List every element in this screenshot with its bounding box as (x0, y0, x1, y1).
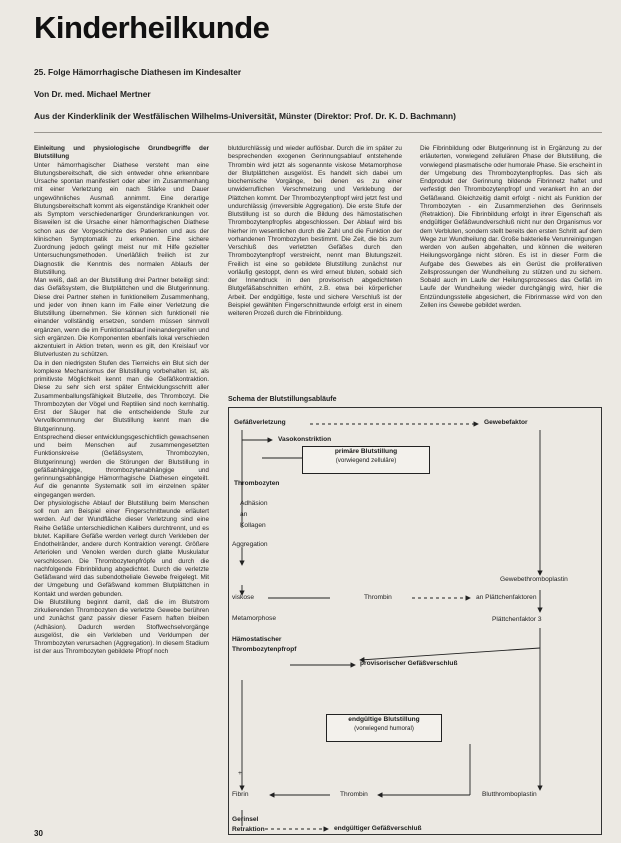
label-adhaesion: Adhäsion (240, 500, 268, 507)
box-definitive-hemostasis (326, 714, 442, 742)
label-plaettchenfaktor3: Plättchenfaktor 3 (492, 616, 542, 623)
label-gerinsel: Gerinsel (232, 816, 259, 823)
paragraph: blutdurchlässig und wieder auflösbar. Durch die im später zu besprechenden exogenen Gerinnungsablauf entstehende Thrombin wird jetzt als sogenannte viskose Metamorphose der Blutplättchen ausgelöst. Es handelt sich dabei um biochemische Vorgänge, bei denen es zu einer unwiderruflichen Verschmelzung und Verklebung der Plättchen kommt. Der Thrombozytenpfropf wird jetzt fest und undurchlässig (irreversible Aggregation). Die erste Stufe der Blutstillung ist so durch die Bildung des hämostatischen Thrombozytenpfropfes abgeschlossen. Der Ablauf wird bis hierher im wesentlichen durch die Zahl und die Funktion der vorhandenen Thrombozyten bestimmt. Die Zeit, die bis zum Verschluß des verletzten Gefäßes durch den Thrombozytenpfropf verstreicht, nennt man Blutungszeit. Freilich ist eine so gebildete Blutstillung zunächst nur vorläufig gestoppt, denn es wird erneut bluten, sobald sich der Innendruck in den provisorisch abgedichteten Blutgefäßabschnitten erhöht, z.B. etwa bei körperlicher Arbeit. Der endgültige, feste und sichere Verschluß ist der Beispiel gewählten Fingerschnittwunde erfolgt erst in einem weiteren Prozeß durch die Fibrinbildung. (228, 145, 402, 317)
box-primary-line1: primäre Blutstillung (334, 448, 398, 455)
label-gefaessverletzung: Gefäßverletzung (234, 419, 286, 426)
paragraph: Entsprechend dieser entwicklungsgeschichtlich gewachsenen und beim Menschen auf zusammengesetzten Funktionskreise (Gefäßsystem, Thrombozyten, Blutgerinnung) werden die Störungen der Blutstillung in gefäßabhängige, thrombozytenabhängige und gerinnungsabhängige Hämorrhagische Diathesen eingeteilt. Auf die genannte Systematik soll im einzelnen später eingegangen werden. (34, 433, 209, 499)
author-line: Von Dr. med. Michael Mertner (34, 89, 151, 99)
paragraph: Man weiß, daß an der Blutstillung drei Partner beteiligt sind: das Gefäßsystem, die Blutplättchen und die Blutgerinnung. Diese drei Partner stehen in funktionellem Zusammenhang, und jeder von ihnen kann im Falle einer Verletzung die Blutstillung übernehmen. Sie können sich funktionell nie einander vollständig ersetzen, sondern müssen sinnvoll ergänzen, wenn die im Funktionsablauf ineinandergreifen und sich ergänzen. Die Komponenten ebenfalls lokal verschieden akzentuiert in Aktion treten, wenn es gilt, den Kreislauf vor Blutverlusten zu schützen. (34, 277, 209, 359)
label-gewebefaktor: Gewebefaktor (484, 419, 528, 426)
label-vasokonstriktion: Vasokonstriktion (278, 436, 332, 443)
box-definitive-line2: (vorwiegend humoral) (354, 725, 414, 732)
paragraph: Die Blutstillung beginnt damit, daß die im Blutstrom zirkulierenden Thrombozyten die verletzte Gewebe berühren und zunächst ganz passiv dieser Fasern haften bleiben (Adhäsion). Dadurch werden Stoffwechselvorgänge ausgelöst, die ein Verkleben und Verklumpen der Thrombozyten verursachen (Aggregation). In diesem Stadium ist der aus Thrombozyten gebildete Pfropf noch (34, 598, 209, 656)
section-heading: Einleitung und physiologische Grundbegriffe der Blutstillung (34, 145, 209, 161)
label-kollagen: Kollagen (240, 522, 266, 529)
label-thrombozytenpfropf: Thrombozytenpfropf (232, 646, 297, 653)
affiliation-line: Aus der Kinderklinik der Westfälischen Wilhelms-Universität, Münster (Direktor: Prof. Dr. K. D. Bachmann) (34, 111, 456, 121)
series-line: 25. Folge Hämorrhagische Diathesen im Kindesalter (34, 67, 242, 77)
box-primary-line2: (vorwiegend zelluläre) (335, 457, 397, 464)
label-plaettchenfaktor: an Plättchenfaktoren (476, 594, 537, 601)
label-endgueltiger: endgültiger Gefäßverschluß (334, 825, 422, 832)
page-title: Kinderheilkunde (34, 10, 270, 45)
label-thrombozyten: Thrombozyten (234, 480, 280, 487)
box-definitive-line1: endgültige Blutstillung (348, 716, 420, 723)
label-haemostatischer: Hämostatischer (232, 636, 282, 643)
label-metamorphose: Metamorphose (232, 615, 276, 622)
label-thrombin-2: Thrombin (340, 791, 368, 798)
diagram-title: Schema der Blutstillungsabläufe (228, 396, 337, 403)
label-fibrin: Fibrin (232, 791, 249, 798)
label-provisorischer: provisorischer Gefäßverschluß (360, 660, 458, 667)
paragraph: Der physiologische Ablauf der Blutstillung beim Menschen soll nun am Beispiel einer Fingerschnittwunde erläutert werden. Auf der Wundfläche dieser Verletzung sind eine Reihe Gefäße unterschiedlichen Kalibers durchtrennt, und es blutet. Kapillare Gefäße werden verlegt durch Verkleben der Endothelränder, andere durch Kontraktion verengt. Größere Arteriolen und Venolen werden durch glatte Muskulatur verschlossen. Die Thrombozytenpfröpfe und durch die nachfolgende Fibrinbildung abgedichtet. Durch die verletzte Gefäßwand wird das subendotheliale Gewebe freigelegt. Mit der Umgebung und Gefäßwand kommen Blutplättchen in Kontakt und werden gebunden. (34, 499, 209, 598)
label-gewebethromboplastin: Gewebethromboplastin (500, 576, 568, 583)
box-primary-hemostasis (302, 446, 430, 474)
label-aggregation: Aggregation (232, 541, 268, 548)
label-viskose: viskose (232, 594, 254, 601)
paragraph: Die Fibrinbildung oder Blutgerinnung ist in Ergänzung zu der erläuterten, vorwiegend zellulären Phase der Blutstillung, die vorwiegend plasmatische oder humorale Phase. Sie erscheint in der Umgebung des Thrombozytenpfropfes. Das sich als Endprodukt der Gerinnung bildende Fibrinnetz haftet und verfestigt den Thrombozytenpfropf und verankert ihn an der Gefäßwand. Gleichzeitig damit erfolgt - nicht als Funktion der Thrombozyten - ein Zusammenziehen des Gerinnsels (Retraktion). Die Fibrinbildung erfolgt in ihrer Eigenschaft als endgültiger Gefäßwundverschluß nicht nur den Organismus vor dem Verbluten, sondern stellt bereits den ersten Schritt auf dem Wege zur Wundheilung dar. Große bakterielle Verunreinigungen werden von außen abgehalten, und können die weiteren Heilungsvorgänge nicht stören. Es ist in dieser Form die Aufgabe des Gewebes als ein Gerüst die proliferativen Zellsprossungen der Wundheilung zu stützen und zu sichern. Sobald auch im Laufe der Heilungsprozesses das Gefäß im Laufe der Wundheilung wieder durchgängig wird, hier die Entzündungsstelle abgesichert, die Fibrinmasse wird von den Zellen ins Gewebe gebildet werden. (420, 145, 602, 309)
label-retraktion: Retraktion (232, 826, 265, 833)
label-blutthromboplastin: Blutthromboplastin (482, 791, 537, 798)
label-plus: + (238, 770, 242, 777)
paragraph: Unter hämorrhagischer Diathese versteht man eine Blutungsbereitschaft, die sich entweder ohne erkennbare Ursache spontan manifestiert oder aber im Zusammenhang mit einer Verletzung ein nach Stärke und Dauer ungewöhnliches Ausmaß annimmt. Eine derartige Blutungsbereitschaft kommt als eigenständige Krankheit oder als Symptom verschiedenartiger Grunderkrankungen vor. Bisweilen ist die Ursache einer hämorrhagischen Diathese schon aus der Vorgeschichte des Patienten und aus der klinischen Symptomatik zu erkennen. Eine sichere Zuordnung jedoch gelingt meist nur mit Hilfe gezielter Untersuchungsmethoden. Unerläßlich freilich ist zur Diagnostik die Kenntnis des normalen Ablaufs der Blutstillung. (34, 161, 209, 276)
label-thrombin-1: Thrombin (364, 594, 392, 601)
page-number: 30 (34, 829, 43, 838)
label-an: an (240, 511, 248, 518)
paragraph: Da in den niedrigsten Stufen des Tierreichs ein Blut sich der komplexe Mechanismus der Blutstillung vorbehalten ist, als primitivste Möglichkeit kennt man die Gefäßkontraktion. Diese zu sehr sich erst später Entwicklungsschritt aller Zusammenballungsfähigkeit Blutzelle, des Thrombozyt. Die Thrombozyten der Vögel und Reptilien sind noch kernhaltig. Erst der Säuger hat die entscheidende Stufe zur Vervollkommnung der Blutstillung kennt man die Blutgerinnung. (34, 359, 209, 433)
